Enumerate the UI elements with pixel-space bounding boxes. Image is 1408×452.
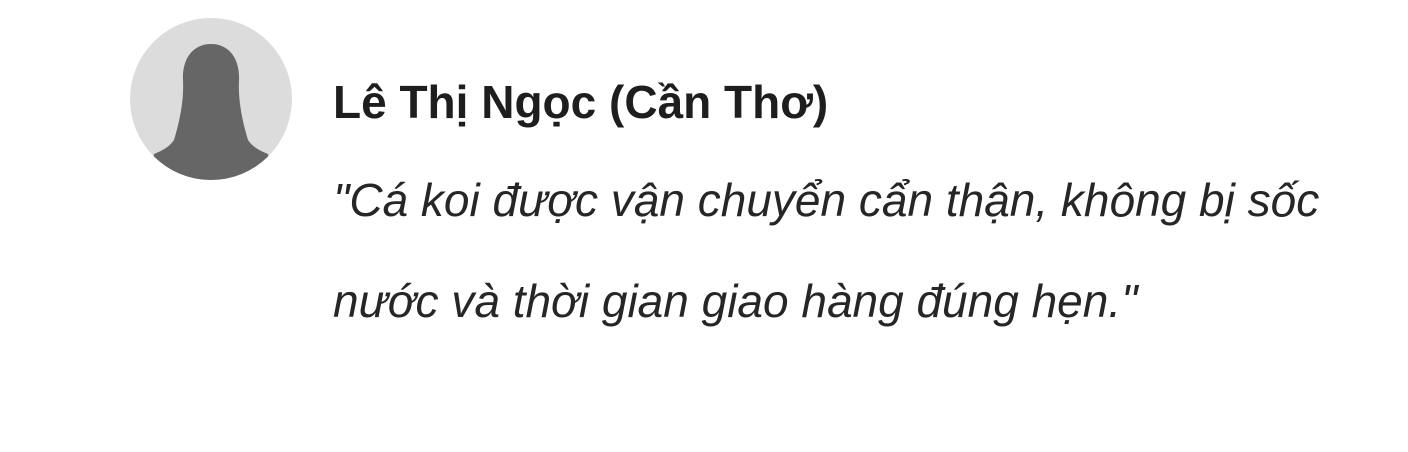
review-quote: "Cá koi được vận chuyển cẩn thận, không bị sốc nước và thời gian giao hàng đúng hẹn." xyxy=(333,174,1320,327)
reviewer-name: Lê Thị Ngọc (Cần Thơ) xyxy=(333,76,829,128)
avatar xyxy=(130,18,292,180)
female-silhouette-icon xyxy=(130,18,292,180)
previous-review-fragment xyxy=(340,0,470,24)
